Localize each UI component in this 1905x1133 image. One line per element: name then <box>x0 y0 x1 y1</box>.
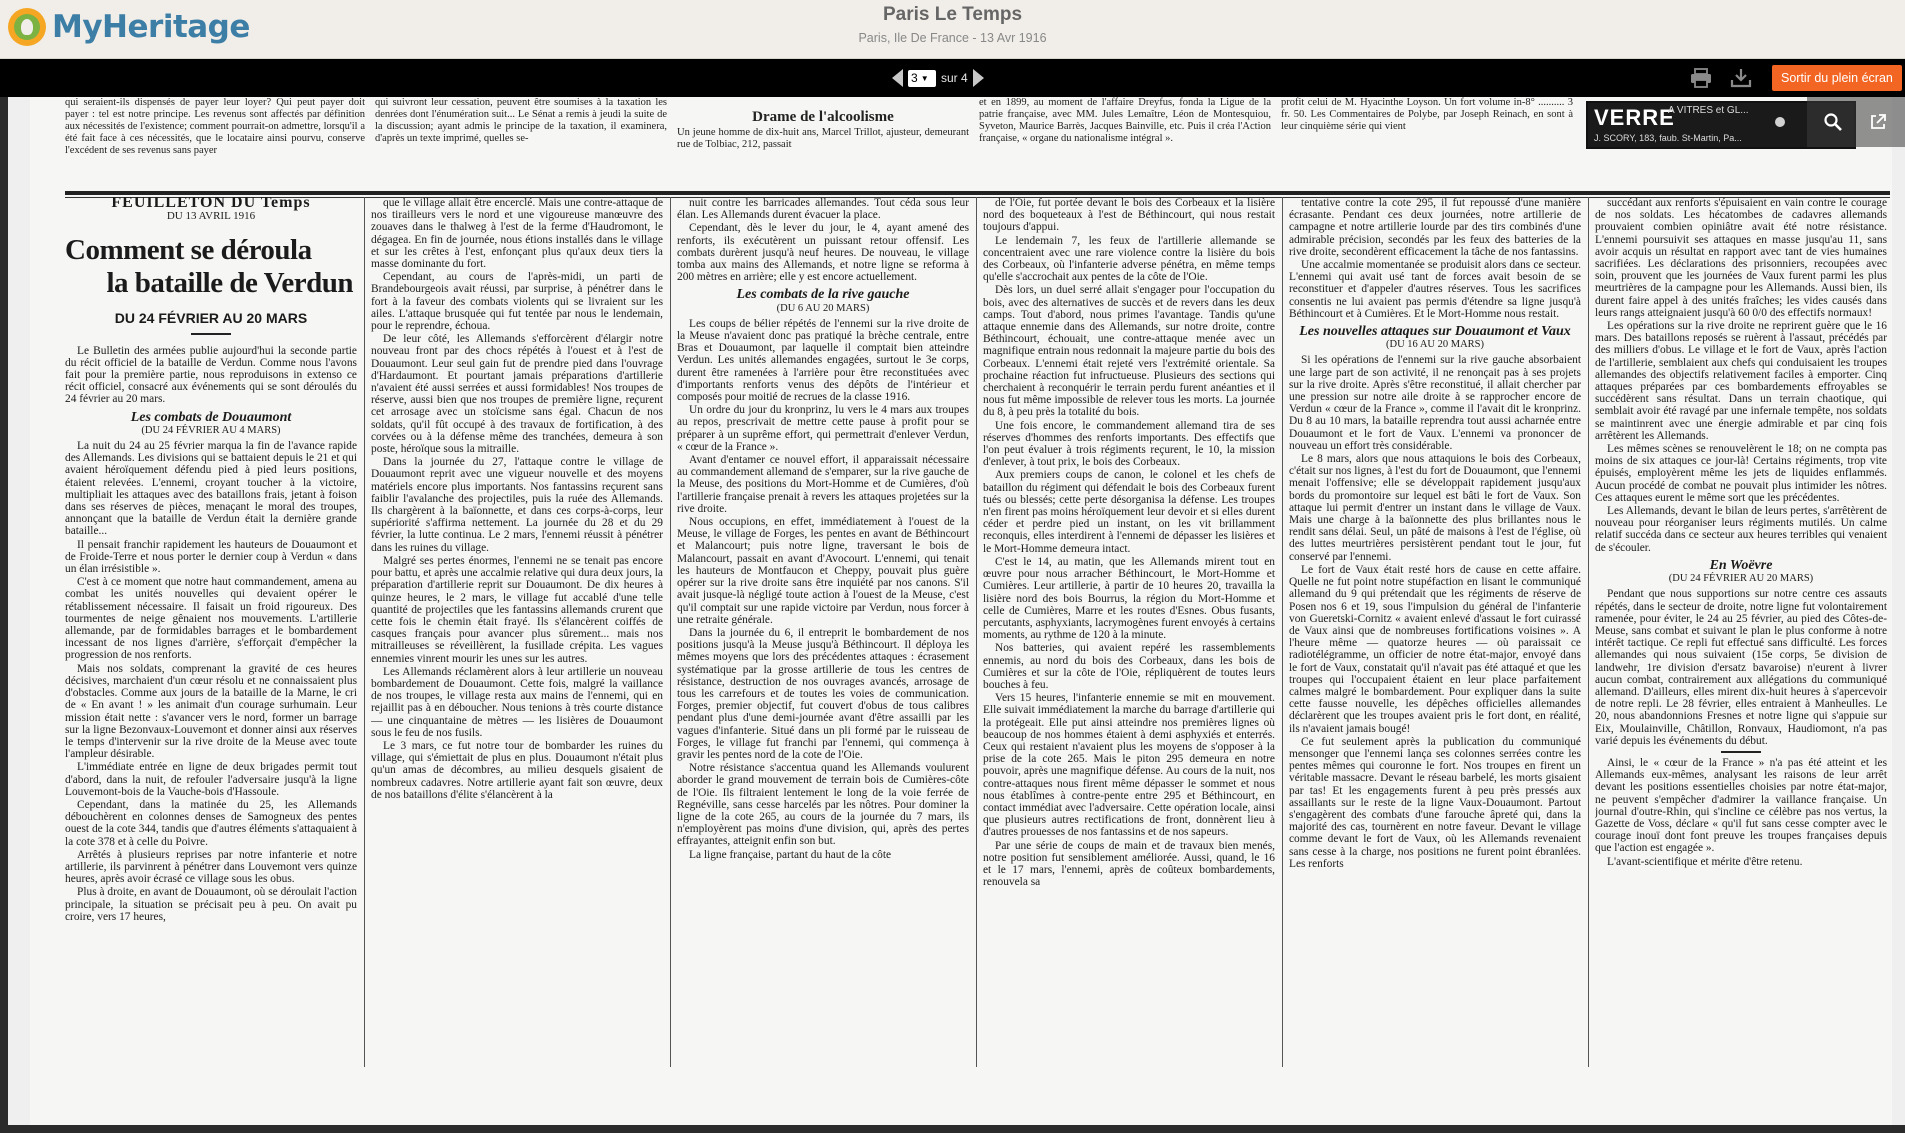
document-title: Paris Le Temps <box>882 4 1023 25</box>
viewer-toolbar <box>0 59 1905 97</box>
scroll-position-indicator[interactable] <box>1775 117 1785 127</box>
paragraph: Pendant que nous supportions sur notre centre ces assauts répétés, dans le secteur de droite, notre ligne fut volontairement ramenée, pour éviter, le 24 au 25 février, au pied des Côtes-de-Meuse, sans combat et suivant le plan le plus conforme à notre intérêt tactique. Ce repli fut effectué sans difficulté. Les forces allemandes qui nous suivaient (15e corps, 5e division de landwehr, 1re division d'ersatz bavaroise) n'eurent à livrer aucun combat, contrairement aux allégations du communiqué allemand. D'ailleurs, elles mirent dix-huit heures à s'apercevoir de notre repli. Le 28 février, elles entraient à Manheulles. Le 20, nous abandonnions Fresnes et notre ligne qui s'appuie sur Eix, Moulainville, Châtillon, Ronvaux, Haudiomont, n'a pas varié depuis les événements du début. <box>1595 588 1887 747</box>
paragraph: Dans la journée du 6, il entreprit le bombardement de nos positions jusqu'à la Meuse jusqu'à Béthincourt. Il déploya les mêmes moyens que lors des précédentes attaques : écrasement systématique par la grosse artillerie de tous les centres de résistance, destruction de nos ouvrages avancés, arrosage de tous les carrefours et de toutes les voies de communication. Forges, premier objectif, fut couvert d'obus de tous calibres pendant plus d'une demi-journée avant d'être assailli par les vagues d'infanterie. Situé dans un pli formé par le ruisseau de Forges, le village fut franchi par l'ennemi, qui commença à gravir les pentes nord de la cote de l'Oie. <box>677 626 969 761</box>
ad-subline: A VITRES et GL... <box>1668 105 1749 116</box>
printer-icon[interactable] <box>1690 68 1712 88</box>
strip-text-4: et en 1899, au moment de l'affaire Dreyfus, fonda la Ligue de la patrie française, avec MM. Jules Lemaître, Léon de Montesquiou, Syveton, Maurice Barrès, Jacques Bainville, etc. Puis il créa l'Action française, « organe du nationalisme intégral ». <box>979 97 1271 144</box>
paragraph: De leur côté, les Allemands s'efforcèrent d'élargir notre nouveau front par des chocs répétés à l'ouest et à l'est de Douaumont. Leur seul gain fut de prendre pied dans l'ouvrage d'Hardaumont. Et pourtant jamais préparations d'artillerie n'avaient été aussi serrées et aussi formidables! Nos troupes de réserve, aussi bien que nos troupes de première ligne, reçurent cet arrosage avec un stoïcisme sans égal. Chacun de nos soldats, qu'il fût occupé à des travaux de fortification, à des corvées ou à la défense même des tranchées, demeura à son poste, héroïque sous la mitraille. <box>371 333 663 456</box>
page-select[interactable] <box>908 70 936 87</box>
paragraph: Une accalmie momentanée se produisit alors dans ce secteur. L'ennemi qui avait usé tant de forces avait besoin de se reconstituer et d'appeler d'autres réserves. Tous les sacrifices consentis ne lui avaient pas permis d'étendre sa ligne jusqu'à Béthincourt et à Cumières. Et le Mort-Homme nous restait. <box>1289 259 1581 320</box>
strip-text-1: qui seraient-ils dispensés de payer leur loyer? Qui peut payer doit payer : tel est notre principe. Les revenus sont affectés par définition aux nécessités de l'existence; comment pourrait-on admettre, lorsqu'il a été fait face à ces nécessités, que le locataire ainsi pourvu, conserve l'excédent de ses revenus sans payer <box>65 97 365 156</box>
paragraph: Un ordre du jour du kronprinz, lu vers le 4 mars aux troupes au repos, prescrivait de mettre cette pause à profit pour se préparer à un suprême effort, qui permettrait d'enlever Verdun, « cœur de la France ». <box>677 404 969 453</box>
app-header <box>0 0 1905 59</box>
article-column-5 <box>1289 197 1581 1093</box>
paragraph: Malgré ses pertes énormes, l'ennemi ne se tenait pas encore pour battu, et après une accalmie relative qui dura deux jours, la préparation d'artillerie reprit sur Douaumont. De dix heures à quinze heures, le 2 mars, le village fut accablé d'une telle quantité de projectiles que les fantassins allemands crurent que cette fois le chemin était frayé. Ils s'élancèrent coiffés de casques français pour avancer plus sûrement... mais nos mitrailleuses se réveillèrent, la fusillade crépita. Les vagues ennemies vinrent mourir les unes sur les autres. <box>371 554 663 665</box>
paragraph: Les opérations sur la rive droite ne reprirent guère que le 16 mars. Des bataillons reposés se ruèrent à l'assaut, précédés par des milliers d'obus. Le village et le fort de Vaux, après l'action de l'artillerie, semblaient aux chefs qui conduisaient les troupes allemandes des objectifs relativement faciles à emporter. Cinq attaques préparées par ces bombardements effroyables se succédèrent sans résultat. Dans un terrain chaotique, qui semblait avoir été ravagé par une infernale tempête, nos soldats se maintinrent avec une énergie admirable et par cinq fois arrêtèrent les Allemands. <box>1595 320 1887 442</box>
paragraph: Le 8 mars, alors que nous attaquions le bois des Corbeaux, c'était sur nos lignes, à l'est du fort de Douaumont, que l'ennemi menait l'offensive; elle se développait rapidement jusqu'aux bords du promontoire sur lequel est bâti le fort de Vaux. Son attaque lui permit d'entrer un instant dans le village de Vaux. Mais une charge à la baïonnette des plus brillantes nous le rendit sans délai. Seul, un pâté de maisons à l'est de l'église, où des luttes meurtrières persistèrent pendant tout le jour, fut conservé par l'ennemi. <box>1289 453 1581 563</box>
article-column-1 <box>65 197 357 1093</box>
paragraph: Les Allemands réclamèrent alors à leur artillerie un nouveau bombardement de Douaumont. Cette fois, malgré la vaillance de nos troupes, le village resta aux mains de l'ennemi, qui en rejaillit pas à en déboucher. Nous tenions à très courte distance — une cinquantaine de mètres — les lisières de Douaumont sous le feu de nos fusils. <box>371 665 663 739</box>
feuilleton-date: DU 13 AVRIL 1916 <box>166 210 256 223</box>
paragraph: Mais nos soldats, comprenant la gravité de ces heures décisives, marchaient d'un cœur résolu et ne connaissaient plus d'obstacles. Comme aux jours de la bataille de la Marne, le cri de « En avant ! » les animait d'un courage surhumain. Leur mission était nette : s'avancer vers le nord, former un barrage sur la ligne Bezonvaux-Louvemont et donner ainsi aux réserves le temps d'intervenir sur la rive droite de la Meuse avec toute l'ampleur désirable. <box>65 662 357 761</box>
paragraph: Cependant, dès le lever du jour, le 4, ayant amené des renforts, ils exécutèrent un puissant retour offensif. Les combats durèrent jusqu'à neuf heures. De nouveau, le village tomba aux mains des Allemands, et notre ligne se reforma à 200 mètres en arrière; elle y est encore actuellement. <box>677 222 969 284</box>
paragraph: Notre résistance s'accentua quand les Allemands voulurent aborder le grand mouvement de terrain bois de Cumières-côte de l'Oie. Ils filtraient lentement le long de la voie ferrée de Regnéville, sans cesse harcelés par les nôtres. Pour dominer la ligne de la cote 265, au cours de la journée du 7 mars, ils n'employèrent pas moins d'une division, qui, après des pertes effrayantes, atteignit enfin son but. <box>677 762 969 848</box>
column-divider <box>1282 197 1283 1067</box>
viewer-side-tools <box>1807 97 1905 147</box>
article-title <box>65 234 357 300</box>
paragraph: Ce fut seulement après la publication du communiqué mensonger que l'ennemi lança ses colonnes serrées contre les pentes mêmes qui couronne le fort. Nos troupes en firent un véritable massacre. Devant le réseau barbelé, les morts gisaient par tas! Et les engagements furent à peu près pressés aux assaillants sur le reste de la ligne Vaux-Douaumont. Partout s'engagèrent des combats d'une farouche âpreté qui, dans la majorité des cas, tournèrent en notre faveur. Devant le village comme devant le fort de Vaux, où les Allemands revenaient sans cesse à la charge, nos positions ne furent point ébranlées. Les renforts <box>1289 735 1581 870</box>
paragraph: Avant d'entamer ce nouvel effort, il apparaissait nécessaire au commandement allemand de s'emparer, sur la rive gauche de la Meuse, des positions du Mort-Homme et de Cumières, d'où l'artillerie française prenait à revers les attaques projetées sur la rive droite. <box>677 454 969 515</box>
logo-text: MyHeritage <box>52 9 250 45</box>
article-intro: Le Bulletin des armées publie aujourd'hui la seconde partie du récit officiel de la bataille de Verdun. Comme nous l'avons fait pour la première partie, nous reproduisons in extenso ce récit officiel, consacré aux événements qui se sont déroulés du 24 février au 20 mars. <box>65 344 357 406</box>
section-title: Les combats de la rive gauche <box>736 287 910 303</box>
paragraph: Arrêtés à plusieurs reprises par notre infanterie et notre artillerie, ils parvinrent à pénétrer dans Louvemont vers quinze heures, après avoir écrasé ce village sous les obus. <box>65 848 357 886</box>
paragraph: Les Allemands, devant le bilan de leurs pertes, s'arrêtèrent de nouveau pour réorganiser leurs régiments mutilés. Un calme relatif succéda dans ce secteur aux heures terribles qui venaient de s'écouler. <box>1595 505 1887 554</box>
paragraph: Plus à droite, en avant de Douaumont, où se déroulait l'action principale, la situation se précisait peu à peu. On avait pu croire, vers 17 heures, <box>65 886 357 923</box>
section-title: En Woëvre <box>1709 557 1773 573</box>
section-date: (DU 24 FÉVRIER AU 4 MARS) <box>141 424 281 436</box>
article-column-3 <box>677 197 969 1093</box>
paragraph: Le fort de Vaux était resté hors de cause en cette affaire. Quelle ne fut point notre stupéfaction en lisant le communiqué allemand du 9 qui prétendait que les régiments de réserve de Posen nos 6 et 19, sous l'impulsion du général de l'infanterie von Gueretski-Cornitz « avaient enlevé d'assaut le fort cuirassé de Vaux ainsi que de nombreuses fortifications voisines ». A l'heure même — quatorze heures — où paraissait ce radiotélégramme, un officier de notre état-major, envoyé dans le fort de Vaux, constatait qu'il n'avait pas été attaqué et que les troupes qui l'occupaient étaient en leur place parfaitement calmes malgré le bombardement. Pour expliquer dans la suite cette fausse nouvelle, les dépêches officielles allemandes déclarèrent que les troupes avaient pris le fort dont, en réalité, ils n'avaient jamais bougé! <box>1289 563 1581 735</box>
strip-text-3: Un jeune homme de dix-huit ans, Marcel Trillot, ajusteur, demeurant rue de Tolbiac, 212, passait <box>677 127 969 150</box>
article-column-6 <box>1595 197 1887 1093</box>
paragraph: tentative contre la cote 295, il fut repoussé d'une manière écrasante. Pendant ces deux journées, notre artillerie de campagne et notre artillerie lourde par des tirs combinés d'une admirable précision, secondés par les feux des batteries de la rive droite, secondèrent efficacement la tâche de nos fantassins. <box>1289 197 1581 258</box>
section-title: Les nouvelles attaques sur Douaumont et Vaux <box>1299 324 1571 340</box>
paragraph: de l'Oie, fut portée devant le bois des Corbeaux et la lisière nord des boqueteaux à l'est de Béthincourt, qui nous restait toujours d'appui. <box>983 197 1275 234</box>
paragraph: Les coups de bélier répétés de l'ennemi sur la rive droite de la Meuse n'avaient donc pas pratiqué la brèche centrale, entre Bras et Douaumont, par laquelle il comptait bien atteindre Verdun. Les unités allemandes engagées, surtout le 3e corps, durent être ramenées à l'arrière pour être reconstituées avec d'importants renforts venus des dépôts de l'intérieur et composés pour moitié de recrues de la classe 1916. <box>677 317 969 404</box>
paragraph: Une fois encore, le commandement allemand tira de ses réserves d'hommes des renforts importants. Des effectifs que l'on peut évaluer à trois régiments reçurent, le 10, la mission d'enlever, à tout prix, le bois des Corbeaux. <box>983 419 1275 469</box>
paragraph: C'est le 14, au matin, que les Allemands mirent tout en œuvre pour nous arracher Béthincourt, le Mort-Homme et Cumières. Leur artillerie, à partir de 10 heures 20, travailla la lisière nord des bois Bourrus, la région du Mort-Homme et celle de Cumières, Marre et les routes d'Esnes. Obus fusants, percutants, asphyxiants, lacrymogènes furent envoyés à certains moments, au rythme de 120 à la minute. <box>983 555 1275 642</box>
paragraph: Il pensait franchir rapidement les hauteurs de Douaumont et de Froide-Terre et nous porter le dernier coup à Verdun « dans un élan irrésistible ». <box>65 538 357 576</box>
paragraph: Ainsi, le « cœur de la France » n'a pas été atteint et les Allemands eux-mêmes, analysant les raisons de leur arrêt devant les positions essentielles choisies par notre état-major, ne peuvent s'empêcher d'admirer la vaillance française. Un journal d'outre-Rhin, qui s'incline ce célèbre pas nos vertus, la Gazette de Voss, déclare « qu'il fut sans cesse compter avec le courage inouï dont font preuve les troupes françaises depuis que l'action est engagée ». <box>1595 756 1887 855</box>
newspaper-page <box>30 97 1892 1125</box>
newspaper-viewer[interactable] <box>8 97 1905 1125</box>
column-divider <box>1588 197 1589 1067</box>
paragraph: que le village allait être encerclé. Mais une contre-attaque de nos tirailleurs vers le nord et une vigoureuse manœuvre des zouaves dans le thalweg à l'est de la ferme d'Haudromont, le dégagea. En fin de journée, nous étions installés dans le village et sur les crêtes à l'est, enfonçant plus qu'aux deux tiers la masse dominante du fort. <box>371 197 663 271</box>
paragraph: L'immédiate entrée en ligne de deux brigades permit tout d'abord, dans la nuit, de refouler l'adversaire jusqu'à la ligne Louvemont-bois de la Vauche-bois d'Hassoule. <box>65 761 357 798</box>
paragraph: Vers 15 heures, l'infanterie ennemie se mit en mouvement. Elle suivait immédiatement la marche du barrage d'artillerie qui la protégeait. Elle put ainsi atteindre nos premières lignes où beaucoup de nos hommes étaient à demi asphyxiés et enterrés. Ceux qui restaient n'avaient plus les moyens de s'opposer à la prise de la cote 265. Mais le piton 295 demeura en notre pouvoir, après une magnifique défense. Au cours de la nuit, nos contre-attaques nous firent même dépasser le sommet et nous nous établîmes à contre-pente entre 295 et Béthincourt, en contact immédiat avec l'adversaire. Cette opération locale, ainsi que plusieurs autres rectifications de front, donnèrent lieu à d'autres prouesses de nos fantassins et de nos sapeurs. <box>983 692 1275 839</box>
paragraph: Nos batteries, qui avaient repéré les rassemblements ennemis, au nord du bois des Corbeaux, dans les bois de Cumières et sur la côte de l'Oie, répliquèrent de toutes leurs bouches à feu. <box>983 642 1275 691</box>
chevron-left-icon[interactable] <box>892 69 903 87</box>
paragraph: Le 3 mars, ce fut notre tour de bombarder les ruines du village, qui s'émiettait de plus en plus. Douaumont n'était plus qu'un amas de décombres, au milieu desquels gisaient de nombreux cadavres. Notre artillerie ayant fait son œuvre, deux de nos bataillons d'élite s'élancèrent à la <box>371 739 663 801</box>
paragraph: La ligne française, partant du haut de la côte <box>689 848 892 861</box>
chevron-right-icon[interactable] <box>973 69 984 87</box>
section-date: (DU 6 AU 20 MARS) <box>776 302 870 314</box>
paragraph: Nous occupions, en effet, immédiatement à l'ouest de la Meuse, le village de Forges, les pentes en avant de Béthincourt et Malancourt; puis notre ligne, traversant le bois de Malancourt, passait en avant d'Avocourt. L'ennemi, qui tenait les hauteurs de Montfaucon et Cheppy, pouvait plus guère opérer sur la rive droite sans être inquiété par nos canons. S'il avait jusque-là négligé toute action à l'ouest de la Meuse, c'est qu'il comptait sur une rapide victoire par Verdun, nous forcer à une retraite générale. <box>677 516 969 626</box>
paragraph: L'avant-scientifique et mérite d'être retenu. <box>1607 855 1803 868</box>
exit-fullscreen-button[interactable]: Sortir du plein écran <box>1772 65 1902 91</box>
paragraph: Cependant, au cours de l'après-midi, un parti de Brandebourgeois avait réussi, par surprise, à pénétrer dans le fort à la faveur des combats violents qui se livraient sur les ailes. L'attaque brusquée qui fut tentée par nous le lendemain, pour le reprendre, échoua. <box>371 271 663 333</box>
section-date: (DU 16 AU 20 MARS) <box>1385 339 1484 351</box>
section-date: (DU 24 FÉVRIER AU 20 MARS) <box>1668 573 1814 585</box>
document-subtitle: Paris, Ile De France - 13 Avr 1916 <box>858 31 1047 45</box>
section-title: Les combats de Douaumont <box>130 409 292 425</box>
article-columns <box>65 107 1895 1027</box>
article-title-line-2: la bataille de Verdun <box>106 267 353 300</box>
page-total: sur 4 <box>941 71 968 85</box>
ad-address: J. SCORY, 183, faub. St-Martin, Pa... <box>1594 133 1742 143</box>
article-title-line-1: Comment se déroula <box>65 234 312 267</box>
article-date-range: DU 24 FÉVRIER AU 20 MARS <box>114 310 308 327</box>
short-divider <box>1721 751 1761 753</box>
article-column-4 <box>983 197 1275 1093</box>
download-icon[interactable] <box>1730 68 1752 88</box>
paragraph: Dès lors, un duel serré allait s'engager pour l'occupation du bois, avec des alternatives de succès et de revers dans les deux camps. Tout d'abord, nous primes l'avantage. Tandis qu'une attaque ennemie dans des Allemands, sur notre droite, contre Béthincourt, échouait, une contre-attaque menée avec un magnifique entrain nous redonnait la majeure partie du bois des Corbeaux. L'ennemi était rejeté vers l'extrémité orientale. Sa prochaine réaction fut infructueuse. Plusieurs des sections qui cherchaient à reconquérir le terrain perdu furent anéanties et il nous fut même impossible de relever tous les morts. La journée du 8, à peu près la totalité du bois. <box>983 284 1275 419</box>
paragraph: succédant aux renforts s'épuisaient en vain contre le courage de nos soldats. Les hécatombes de cadavres allemands prouvaient combien opiniâtre avait été notre résistance. L'ennemi poursuivit ses attaques en masse jusqu'au 11, sans avoir acquis un résultat en rapport avec tant de vies humaines sacrifiées. Les déclarations des prisonniers, recoupées avec soin, prouvent que les journées de Vaux furent parmi les plus meurtrières de la campagne pour les Allemands. Aussi bien, ils durent faire appel à des unités fraîches; les vides causés dans leurs rangs atteignaient jusqu'à 60 0/0 des effectifs normaux! <box>1595 197 1887 319</box>
short-divider <box>191 333 231 335</box>
document-title-block <box>0 4 1905 45</box>
ad-headline: VERRE <box>1594 105 1675 130</box>
external-link-icon[interactable] <box>1857 97 1899 147</box>
paragraph: Dans la journée du 27, l'attaque contre le village de Douaumont reprit avec une vigueur nouvelle et des moyens matériels encore plus importants. Nos fantassins reçurent sans faiblir l'avalanche des projectiles, puis la ruée des Allemands. Ils chargèrent à la baïonnette, et dans ces corps-à-corps, leur supériorité s'affirma nettement. La journée du 28 et du 29 février, la lutte continua. Le 2 mars, l'ennemi réussit à pénétrer dans les ruines du village. <box>371 456 663 554</box>
paragraph: Aux premiers coups de canon, le colonel et les chefs de bataillon du régiment qui défendait le bois des Corbeaux furent tués ou blessés; cette perte désorganisa la défense. Les troupes n'en firent pas moins héroïquement leur devoir et si elles durent céder et perdre pied un instant, on les vit brillamment reconquis, elles interdirent à l'ennemi de dépasser les lisières et le Mort-Homme demeura intact. <box>983 469 1275 555</box>
page-current: 3 <box>911 71 918 85</box>
column-divider <box>976 197 977 1067</box>
chevron-down-icon: ▼ <box>920 73 929 83</box>
column-divider <box>364 197 365 1067</box>
paragraph: Le lendemain 7, les feux de l'artillerie allemande se concentraient avec une rare violence contre la lisière du bois des Corbeaux, où l'infanterie adverse pénétra, en même temps qu'elle s'accrochait aux pentes de la côte de l'Oie. <box>983 234 1275 284</box>
strip-text-2: qui suivront leur cessation, peuvent être soumises à la taxation les denrées dont l'énumération suit... Le Sénat a remis à jeudi la suite de la discussion; ayant admis le principe de la taxation, il examinera, d'après un texte imprimé, quelles se- <box>375 97 667 144</box>
page-navigator <box>892 68 984 88</box>
feuilleton-heading: FEUILLETON DU Temps <box>111 197 311 211</box>
paragraph: Cependant, dans la matinée du 25, les Allemands débouchèrent en colonnes denses de Samogneux des pentes ouest de la cote 344, tandis que d'autres éléments s'attaquaient à la cote 378 et à celle du Poivre. <box>65 798 357 848</box>
paragraph: Si les opérations de l'ennemi sur la rive gauche absorbaient une large part de son activité, il ne renonçait pas à ses projets sur la rive droite. Après s'être reconstitué, il allait chercher par une pression sur notre aile droite à se rapprocher encore de Verdun « cœur de la France », comme il l'avait dit le kronprinz. Du 8 au 10 mars, la bataille reprendra tout aussi acharnée entre Douaumont et le fort de Vaux. L'ennemi va prononcer de nouveau un effort très considérable. <box>1289 354 1581 452</box>
strip-text-5: profit celui de M. Hyacinthe Loyson. Un fort volume in-8° .......... 3 fr. 50. Les Commentaires de Polybe, par Joseph Reinach, en sont à leur cinquième série qui vient <box>1281 97 1573 132</box>
paragraph: C'est à ce moment que notre haut commandement, amena au combat les unités nouvelles qui devaient opérer le rétablissement nécessaire. Il faisait un froid rigoureux. Des tourmentes de neige gênaient nos mouvements. L'artillerie allemande, par de formidables barrages et le bombardement incessant de nos lignes d'arrière, s'efforçait d'empêcher la progression de nos renforts. <box>65 576 357 662</box>
paragraph: Par une série de coups de main et de travaux bien menés, notre position fut sensiblement améliorée. Aussi, quand, le 16 et le 17 mars, l'ennemi, après de coûteux bombardements, renouvela sa <box>983 839 1275 889</box>
paragraph: Les mêmes scènes se renouvelèrent le 18; on ne compta pas moins de six attaques ce jour-là! Certains régiments, trop vite épuisés, employèrent même les jets de liquides enflammés. Aucun procédé de combat ne pouvait plus intimider les nôtres. Ces attaques eurent le même sort que les précédentes. <box>1595 443 1887 504</box>
magnifier-icon[interactable] <box>1812 97 1854 147</box>
article-column-2 <box>371 197 663 1093</box>
column-divider <box>670 197 671 1067</box>
paragraph: nuit contre les barricades allemandes. Tout céda sous leur élan. Les Allemands durent évacuer la place. <box>677 197 969 222</box>
strip-heading: Drame de l'alcoolisme <box>752 109 894 125</box>
paragraph: La nuit du 24 au 25 février marqua la fin de l'avance rapide des Allemands. Les divisions qui se battaient depuis le 21 et qui avaient héroïquement défendu pied à pied leurs positions, étaient relevées. L'ennemi, croyant toucher à la victoire, multipliait les attaques avec des bataillons frais, jetant à foison dans ses réserves de pièces, menaçant le moral des troupes, annonçant que la bataille de Verdun était la dernière grande bataille... <box>65 440 357 538</box>
